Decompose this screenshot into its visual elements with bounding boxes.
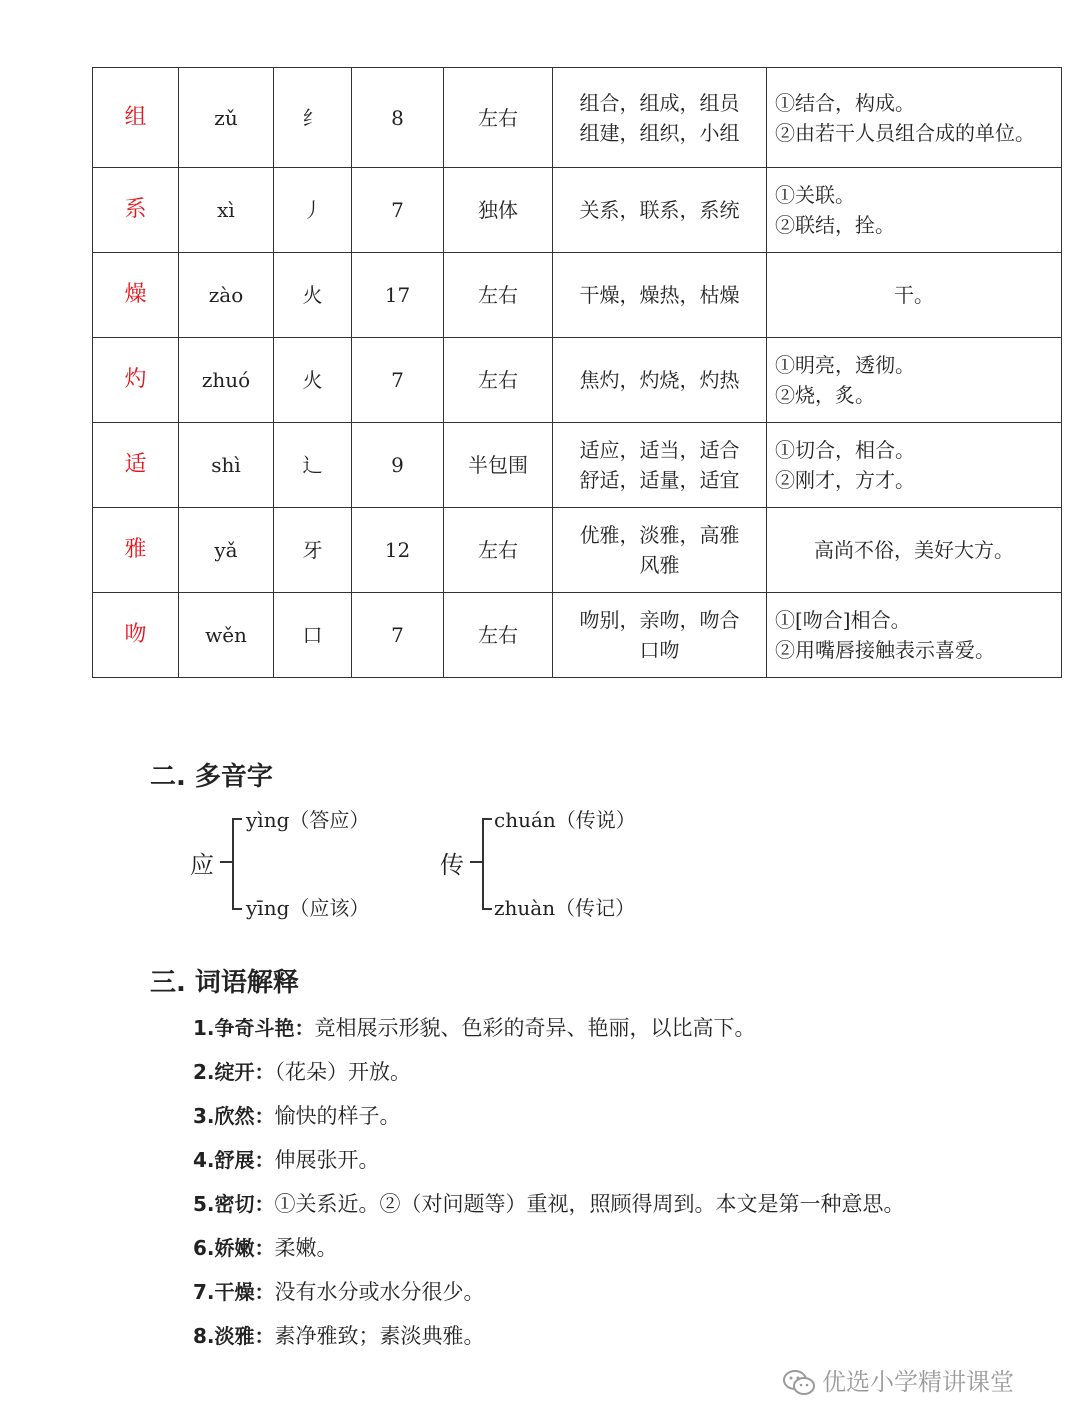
word-line: 吻别，亲吻，吻合: [579, 608, 740, 632]
definition-text: 没有水分或水分很少。: [274, 1280, 485, 1304]
meaning-line: ②联结，拴。: [775, 213, 895, 237]
structure-cell: 左右: [444, 338, 553, 423]
char-cell: 适: [93, 423, 179, 508]
polyphone-reading: zhuàn（传记）: [494, 896, 636, 920]
polyphone-group: [440, 800, 680, 920]
strokes-cell: 7: [352, 168, 444, 253]
structure-cell: 左右: [444, 593, 553, 678]
radical-cell: 牙: [274, 508, 352, 593]
meaning-line: ②用嘴唇接触表示喜爱。: [775, 638, 995, 662]
table-row: [93, 593, 1062, 678]
meaning-line: ②烧，炙。: [775, 383, 875, 407]
words-cell: [553, 508, 767, 593]
definition-item: [193, 1188, 905, 1232]
char-cell: 组: [93, 68, 179, 168]
table-row: [93, 508, 1062, 593]
definition-term: 5.密切：: [193, 1192, 275, 1216]
definition-term: 3.欣然：: [193, 1104, 275, 1128]
char-cell: 雅: [93, 508, 179, 593]
structure-cell: 半包围: [444, 423, 553, 508]
table-row: [93, 338, 1062, 423]
words-cell: [553, 168, 767, 253]
meaning-line: ①切合，相合。: [775, 438, 915, 462]
char-cell: 吻: [93, 593, 179, 678]
definition-text: 愉快的样子。: [274, 1104, 401, 1128]
definition-item: [193, 1144, 905, 1188]
word-line: 舒适，适量，适宜: [579, 468, 740, 492]
definition-text: 竞相展示形貌、色彩的奇异、艳丽，以比高下。: [314, 1016, 756, 1040]
definition-text: （花朵）开放。: [274, 1060, 412, 1084]
definition-term: 6.娇嫩：: [193, 1236, 275, 1260]
structure-cell: 左右: [444, 508, 553, 593]
radical-cell: 纟: [274, 68, 352, 168]
definition-item: [193, 1232, 905, 1276]
watermark: [782, 1362, 1014, 1397]
strokes-cell: 9: [352, 423, 444, 508]
strokes-cell: 17: [352, 253, 444, 338]
structure-cell: 左右: [444, 253, 553, 338]
meaning-line: 干。: [894, 283, 934, 307]
definition-item: [193, 1056, 905, 1100]
table-row: [93, 423, 1062, 508]
meaning-cell: [767, 338, 1062, 423]
definition-text: 柔嫩。: [274, 1236, 338, 1260]
definition-term: 4.舒展：: [193, 1148, 275, 1172]
structure-cell: 左右: [444, 68, 553, 168]
pinyin-cell: zǔ: [179, 68, 274, 168]
meaning-cell: [767, 423, 1062, 508]
definition-term: 2.绽开：: [193, 1060, 275, 1084]
word-line: 口吻: [639, 638, 680, 662]
pinyin-cell: xì: [179, 168, 274, 253]
table-row: [93, 68, 1062, 168]
definition-item: [193, 1320, 905, 1364]
radical-cell: 丿: [274, 168, 352, 253]
radical-cell: 口: [274, 593, 352, 678]
definition-text: 素净雅致；素淡典雅。: [274, 1324, 485, 1348]
radical-cell: 火: [274, 253, 352, 338]
char-cell: 灼: [93, 338, 179, 423]
polyphone-group: [190, 800, 410, 920]
strokes-cell: 7: [352, 593, 444, 678]
word-line: 干燥，燥热，枯燥: [579, 283, 740, 307]
polyphone-reading: chuán（传说）: [494, 808, 636, 832]
radical-cell: 火: [274, 338, 352, 423]
polyphone-char: 应: [190, 851, 214, 879]
meaning-line: ①关联。: [775, 183, 855, 207]
definition-item: [193, 1100, 905, 1144]
definition-term: 7.干燥：: [193, 1280, 275, 1304]
meaning-cell: [767, 593, 1062, 678]
polyphone-reading: yīng（应该）: [246, 896, 370, 920]
meaning-line: ①[吻合]相合。: [775, 608, 911, 632]
word-line: 焦灼，灼烧，灼热: [579, 368, 740, 392]
words-cell: [553, 338, 767, 423]
structure-cell: 独体: [444, 168, 553, 253]
meaning-line: ②刚才，方才。: [775, 468, 915, 492]
definition-list: [193, 1012, 905, 1364]
word-line: 组建，组织，小组: [579, 120, 740, 145]
word-line: 关系，联系，系统: [579, 198, 740, 222]
meaning-cell: [767, 68, 1062, 168]
words-cell: [553, 593, 767, 678]
meaning-line: ①明亮，透彻。: [775, 353, 915, 377]
character-table: [92, 67, 1062, 678]
meaning-cell: [767, 168, 1062, 253]
word-line: 风雅: [639, 553, 680, 577]
pinyin-cell: yǎ: [179, 508, 274, 593]
definition-text: 伸展张开。: [274, 1148, 380, 1172]
watermark-text: 优选小学精讲课堂: [822, 1368, 1014, 1396]
words-cell: [553, 68, 767, 168]
brace-line: [232, 818, 242, 910]
meaning-line: ②由若干人员组合成的单位。: [775, 120, 1035, 145]
section-title-polyphones: 二. 多音字: [150, 762, 273, 792]
meaning-cell: [767, 508, 1062, 593]
words-cell: [553, 423, 767, 508]
definition-item: [193, 1276, 905, 1320]
definition-term: 8.淡雅：: [193, 1324, 275, 1348]
pinyin-cell: zhuó: [179, 338, 274, 423]
word-line: 适应，适当，适合: [579, 438, 740, 462]
pinyin-cell: zào: [179, 253, 274, 338]
words-cell: [553, 253, 767, 338]
wechat-icon: [782, 1369, 816, 1397]
char-cell: 燥: [93, 253, 179, 338]
strokes-cell: 8: [352, 68, 444, 168]
word-line: 组合，组成，组员: [579, 90, 740, 115]
brace-line: [482, 818, 492, 910]
meaning-line: 高尚不俗，美好大方。: [814, 538, 1014, 562]
polyphone-reading: yìng（答应）: [246, 808, 370, 832]
section-title-vocabulary: 三. 词语解释: [150, 968, 299, 998]
radical-cell: 辶: [274, 423, 352, 508]
definition-text: ①关系近。②（对问题等）重视，照顾得周到。本文是第一种意思。: [274, 1192, 905, 1216]
table-row: [93, 168, 1062, 253]
word-line: 优雅，淡雅，高雅: [579, 523, 740, 547]
definition-item: [193, 1012, 905, 1056]
meaning-cell: [767, 253, 1062, 338]
table-row: [93, 253, 1062, 338]
polyphone-char: 传: [440, 851, 464, 879]
strokes-cell: 12: [352, 508, 444, 593]
definition-term: 1.争奇斗艳：: [193, 1016, 315, 1040]
char-cell: 系: [93, 168, 179, 253]
pinyin-cell: wěn: [179, 593, 274, 678]
meaning-line: ①结合，构成。: [775, 90, 915, 115]
pinyin-cell: shì: [179, 423, 274, 508]
strokes-cell: 7: [352, 338, 444, 423]
